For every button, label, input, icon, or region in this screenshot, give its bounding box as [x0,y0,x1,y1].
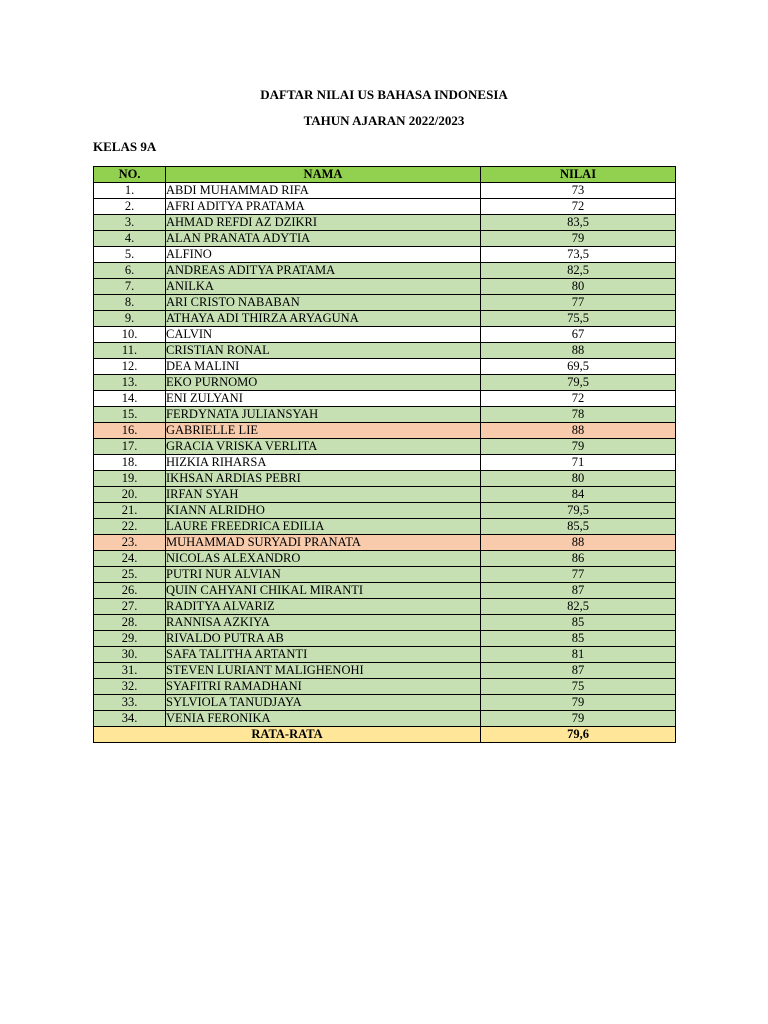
grade-value: 85 [481,615,676,631]
student-name: IRFAN SYAH [166,487,481,503]
row-number: 9. [94,311,166,327]
student-name: KIANN ALRIDHO [166,503,481,519]
grade-value: 71 [481,455,676,471]
student-name: ALFINO [166,247,481,263]
row-number: 11. [94,343,166,359]
student-name: LAURE FREEDRICA EDILIA [166,519,481,535]
grade-value: 79 [481,439,676,455]
table-row [94,711,676,727]
row-number: 14. [94,391,166,407]
table-body [94,183,676,727]
student-name: ARI CRISTO NABABAN [166,295,481,311]
table-row [94,391,676,407]
grade-value: 87 [481,663,676,679]
grade-value: 86 [481,551,676,567]
row-number: 12. [94,359,166,375]
document-subtitle: TAHUN AJARAN 2022/2023 [303,113,465,128]
student-name: QUIN CAHYANI CHIKAL MIRANTI [166,583,481,599]
table-row [94,631,676,647]
row-number: 18. [94,455,166,471]
average-label: RATA-RATA [94,727,481,743]
student-name: DEA MALINI [166,359,481,375]
table-row [94,199,676,215]
table-row [94,407,676,423]
student-name: STEVEN LURIANT MALIGHENOHI [166,663,481,679]
student-name: ALAN PRANATA ADYTIA [166,231,481,247]
student-name: ATHAYA ADI THIRZA ARYAGUNA [166,311,481,327]
grade-value: 79 [481,231,676,247]
grade-value: 75,5 [481,311,676,327]
row-number: 25. [94,567,166,583]
table-row [94,183,676,199]
row-number: 13. [94,375,166,391]
table-row [94,679,676,695]
table-row [94,231,676,247]
row-number: 33. [94,695,166,711]
student-name: PUTRI NUR ALVIAN [166,567,481,583]
student-name: FERDYNATA JULIANSYAH [166,407,481,423]
row-number: 16. [94,423,166,439]
student-name: CALVIN [166,327,481,343]
grade-value: 88 [481,343,676,359]
grade-value: 87 [481,583,676,599]
document-title: DAFTAR NILAI US BAHASA INDONESIA [260,87,508,102]
row-number: 27. [94,599,166,615]
grade-value: 77 [481,567,676,583]
table-row [94,503,676,519]
table-footer [94,727,676,743]
row-number: 24. [94,551,166,567]
student-name: ABDI MUHAMMAD RIFA [166,183,481,199]
student-name: MUHAMMAD SURYADI PRANATA [166,535,481,551]
table-row [94,647,676,663]
student-name: RANNISA AZKIYA [166,615,481,631]
table-header [94,167,676,183]
grade-value: 79,5 [481,503,676,519]
student-name: EKO PURNOMO [166,375,481,391]
grade-value: 72 [481,199,676,215]
table-row [94,215,676,231]
grade-value: 69,5 [481,359,676,375]
row-number: 34. [94,711,166,727]
student-name: SYLVIOLA TANUDJAYA [166,695,481,711]
grade-value: 78 [481,407,676,423]
table-row [94,663,676,679]
grade-value: 81 [481,647,676,663]
row-number: 17. [94,439,166,455]
student-name: ANDREAS ADITYA PRATAMA [166,263,481,279]
grade-value: 82,5 [481,599,676,615]
table-row [94,455,676,471]
table-row [94,311,676,327]
average-value: 79,6 [481,727,676,743]
row-number: 3. [94,215,166,231]
row-number: 7. [94,279,166,295]
grade-value: 73,5 [481,247,676,263]
row-number: 31. [94,663,166,679]
row-number: 8. [94,295,166,311]
student-name: GRACIA VRISKA VERLITA [166,439,481,455]
row-number: 26. [94,583,166,599]
table-row [94,375,676,391]
grade-value: 67 [481,327,676,343]
student-name: NICOLAS ALEXANDRO [166,551,481,567]
row-number: 5. [94,247,166,263]
row-number: 29. [94,631,166,647]
grade-value: 85 [481,631,676,647]
table-row [94,599,676,615]
row-number: 2. [94,199,166,215]
row-number: 20. [94,487,166,503]
student-name: ANILKA [166,279,481,295]
table-row [94,295,676,311]
grade-value: 80 [481,279,676,295]
table-row [94,359,676,375]
table-row [94,695,676,711]
row-number: 19. [94,471,166,487]
student-name: GABRIELLE LIE [166,423,481,439]
table-row [94,615,676,631]
student-name: RADITYA ALVARIZ [166,599,481,615]
grade-value: 72 [481,391,676,407]
table-row [94,567,676,583]
grade-value: 75 [481,679,676,695]
class-label: KELAS 9A [93,139,157,154]
grade-value: 84 [481,487,676,503]
student-name: AHMAD REFDI AZ DZIKRI [166,215,481,231]
student-name: IKHSAN ARDIAS PEBRI [166,471,481,487]
row-number: 23. [94,535,166,551]
grade-value: 88 [481,535,676,551]
row-number: 6. [94,263,166,279]
table-row [94,471,676,487]
student-name: SAFA TALITHA ARTANTI [166,647,481,663]
grades-table [93,166,676,743]
header-row [94,167,676,183]
row-number: 4. [94,231,166,247]
student-name: CRISTIAN RONAL [166,343,481,359]
student-name: SYAFITRI RAMADHANI [166,679,481,695]
table-row [94,343,676,359]
table-row [94,439,676,455]
header-no: NO. [94,167,166,183]
row-number: 22. [94,519,166,535]
row-number: 30. [94,647,166,663]
table-row [94,327,676,343]
table-row [94,247,676,263]
table-row [94,519,676,535]
table-row [94,583,676,599]
table-row [94,487,676,503]
grade-value: 73 [481,183,676,199]
grade-value: 83,5 [481,215,676,231]
row-number: 15. [94,407,166,423]
grade-value: 79 [481,695,676,711]
row-number: 1. [94,183,166,199]
student-name: AFRI ADITYA PRATAMA [166,199,481,215]
header-name: NAMA [166,167,481,183]
student-name: ENI ZULYANI [166,391,481,407]
header-value: NILAI [481,167,676,183]
grade-value: 77 [481,295,676,311]
table-row [94,279,676,295]
table-row [94,535,676,551]
table-row [94,551,676,567]
average-row [94,727,676,743]
student-name: HIZKIA RIHARSA [166,455,481,471]
table-row [94,263,676,279]
table-row [94,423,676,439]
row-number: 28. [94,615,166,631]
grade-value: 80 [481,471,676,487]
student-name: RIVALDO PUTRA AB [166,631,481,647]
row-number: 21. [94,503,166,519]
row-number: 32. [94,679,166,695]
grade-value: 88 [481,423,676,439]
row-number: 10. [94,327,166,343]
grade-value: 82,5 [481,263,676,279]
grade-value: 79,5 [481,375,676,391]
student-name: VENIA FERONIKA [166,711,481,727]
grade-value: 85,5 [481,519,676,535]
grade-value: 79 [481,711,676,727]
